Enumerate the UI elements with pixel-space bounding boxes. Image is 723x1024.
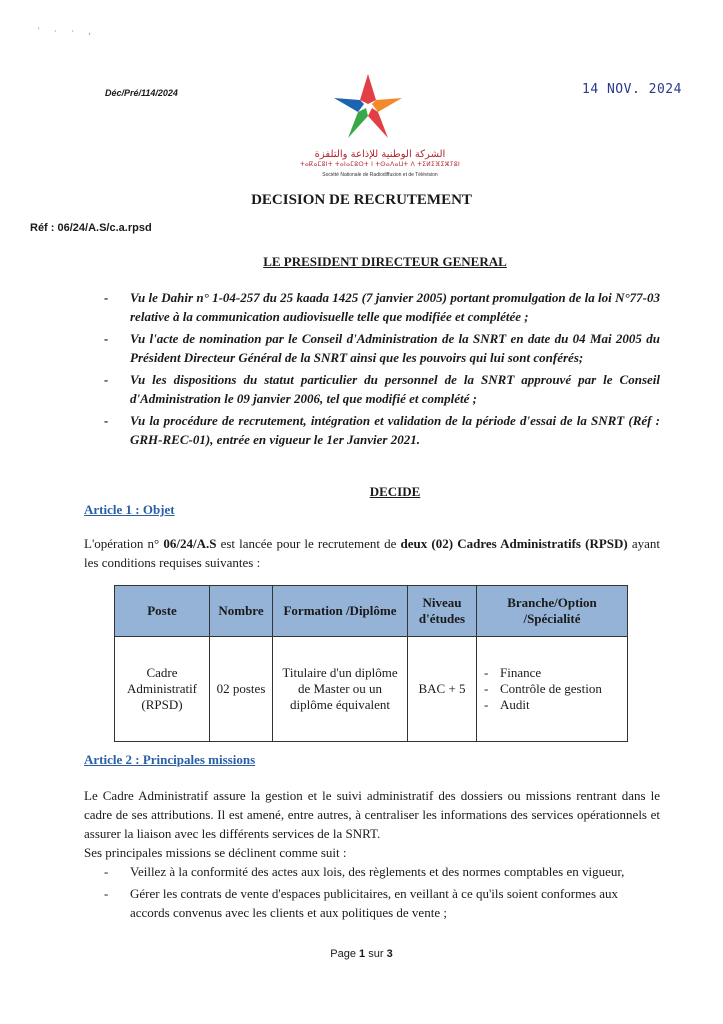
reference: Réf : 06/24/A.S/c.a.rpsd	[30, 222, 152, 234]
organization-block	[290, 150, 470, 180]
header-branche: Branche/Option /Spécialité	[477, 586, 628, 637]
decide-heading: DECIDE	[369, 484, 421, 499]
logo-pink-branch	[368, 108, 388, 138]
branch-list	[480, 665, 624, 713]
logo-red-branch	[360, 74, 376, 104]
cell-formation: Titulaire d'un diplôme de Master ou un diplôme équivalent	[273, 637, 408, 742]
cell-niveau: BAC + 5	[408, 637, 477, 742]
footer-page-number: 1	[359, 948, 366, 960]
article-2-paragraph: Le Cadre Administratif assure la gestion et le suivi administratif des dossiers ou missions rentrant dans le cadre de ses attributions. Il est amené, entre autres, à centraliser les informations des services opérationnels et assurer la liaison avec les différents services de la SNRT.	[84, 788, 660, 841]
header-formation: Formation /Diplôme	[273, 586, 408, 637]
cell-nombre: 02 postes	[210, 637, 273, 742]
consideration-item: - Vu le Dahir n° 1-04-257 du 25 kaada 1425 (7 janvier 2005) portant promulgation de la loi N°77-03 relative à la communication audiovisuelle telle que modifiée et complétée ;	[104, 288, 660, 326]
article-1-text: est lancée pour le recrutement de	[216, 536, 401, 551]
article-1-paragraph	[84, 534, 660, 572]
org-name-tifinagh: ⵜⴰⴽⴰⵎⵓⵏⵜ ⵜⴰⵏⴰⵎⵓⵔⵜ ⵏ ⵜⵙⴰⴷⴰⵡⵜ ⴷ ⵜⵉⵍⵉⴼⵉⵣⵢⵓⵏ	[299, 161, 461, 168]
mission-item: - Gérer les contrats de vente d'espaces publicitaires, en veillant à ce qu'ils soient conformes aux accords convenus avec les clients et aux politiques de vente ;	[104, 884, 660, 922]
mission-item: - Veillez à la conformité des actes aux lois, des règlements et des normes comptables en vigueur,	[104, 862, 660, 881]
article-2-intro: Ses principales missions se déclinent comme suit :	[84, 845, 347, 860]
table-row	[115, 637, 628, 742]
consideration-item: - Vu la procédure de recrutement, intégration et validation de la période d'essai de la SNRT (Réf : GRH-REC-01), entrée en vigueur le 1er Janvier 2021.	[104, 411, 660, 449]
date-stamp: 14 NOV. 2024	[582, 82, 682, 97]
logo-orange-branch	[372, 98, 402, 112]
reference-top: Déc/Pré/114/2024	[105, 88, 178, 98]
branch-item: - Finance	[480, 665, 624, 681]
footer-mid: sur	[365, 948, 387, 960]
consideration-item: - Vu l'acte de nomination par le Conseil d'Administration de la SNRT en date du 04 Mai 2005 du Président Directeur Général de la SNRT ainsi que les pouvoirs qui lui sont conférés;	[104, 329, 660, 367]
cell-poste: Cadre Administratif (RPSD)	[115, 637, 210, 742]
org-name-french: Société Nationale de Radiodiffusion et de Télévision	[322, 172, 438, 178]
header-niveau: Niveau d'études	[408, 586, 477, 637]
article-1-text: ayant les conditions requises suivantes :	[84, 536, 661, 570]
considerations-list	[104, 288, 660, 452]
branch-item: - Audit	[480, 697, 624, 713]
header-nombre: Nombre	[210, 586, 273, 637]
footer-page-total: 3	[386, 948, 393, 960]
position-count: deux (02) Cadres Administratifs (RPSD)	[400, 536, 628, 551]
article-1-heading: Article 1 : Objet	[84, 502, 175, 517]
consideration-item: - Vu les dispositions du statut particulier du personnel de la SNRT approuvé par le Conseil d'Administration le 09 janvier 2006, tel que modifié et complété ;	[104, 370, 660, 408]
logo-blue-branch	[334, 98, 364, 112]
cell-branche	[477, 637, 628, 742]
table-header-row	[115, 586, 628, 637]
missions-list	[104, 862, 660, 925]
document-title: DECISION DE RECRUTEMENT	[251, 192, 472, 208]
logo-green-branch	[348, 108, 368, 138]
authority-heading: LE PRESIDENT DIRECTEUR GENERAL	[263, 254, 507, 269]
page-footer	[0, 948, 723, 960]
footer-prefix: Page	[330, 948, 360, 960]
operation-number: 06/24/A.S	[163, 536, 217, 551]
article-1-text: L'opération n°	[84, 536, 164, 551]
branch-item: - Contrôle de gestion	[480, 681, 624, 697]
snrt-star-logo	[330, 72, 406, 142]
org-name-arabic: الشركة الوطنية للإذاعة والتلفزة	[314, 149, 446, 160]
article-2-heading: Article 2 : Principales missions	[84, 752, 256, 767]
scan-marks: ' · · ,	[38, 26, 97, 36]
header-poste: Poste	[115, 586, 210, 637]
requirements-table	[114, 585, 628, 742]
